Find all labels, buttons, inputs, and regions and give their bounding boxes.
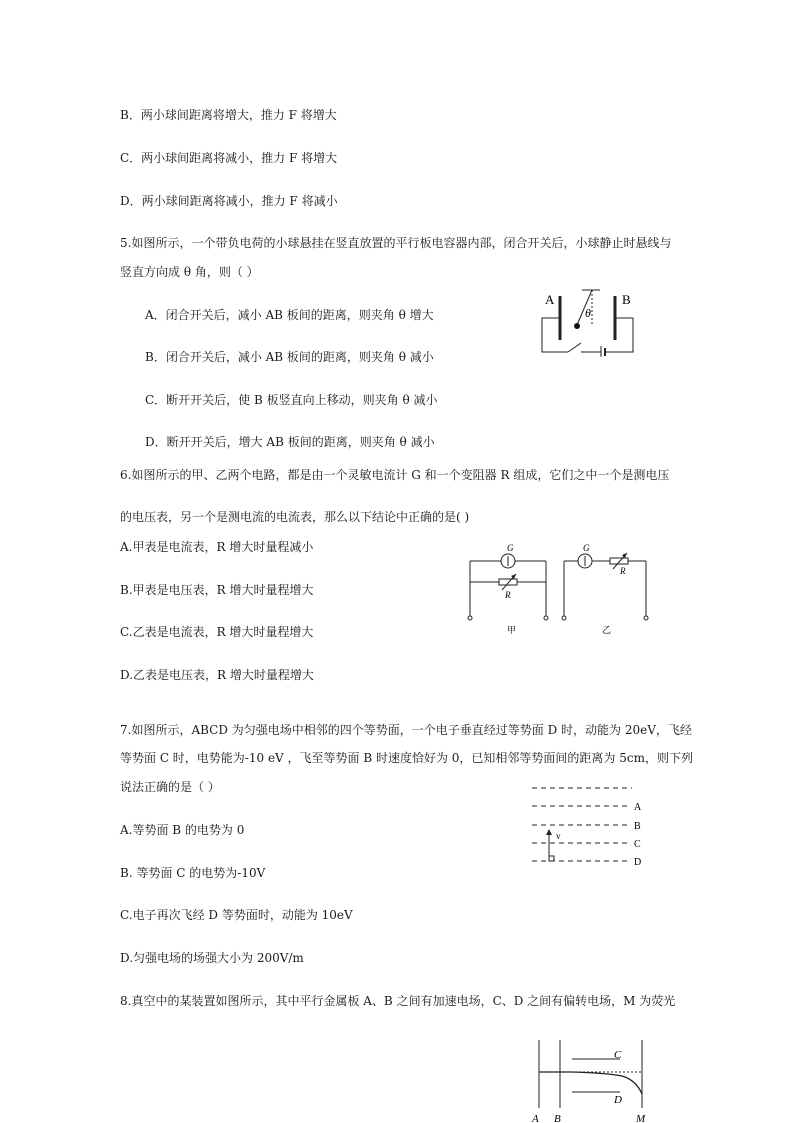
- q4-option-d: D．两小球间距离将减小，推力 F 将减小: [120, 194, 338, 208]
- q6-fig-caption-jia: 甲: [507, 625, 517, 635]
- q8-fig-label-a: A: [532, 1113, 539, 1123]
- q7-fig-label-b: B: [634, 821, 641, 832]
- q6-fig-terminal-1l: [468, 616, 472, 620]
- q8-fig-trajectory: [539, 1072, 642, 1094]
- q7-fig-label-d: D: [634, 857, 642, 868]
- q6-option-b: B.甲表是电压表，R 增大时量程增大: [120, 583, 314, 597]
- q6-fig-g2-label: G: [583, 543, 590, 553]
- q7-stem-line2: 等势面 C 时，电势能为-10 eV ，飞至等势面 B 时速度恰好为 0，已知相邻等势面间的距离为 5cm，则下列: [120, 751, 693, 765]
- q5-option-b: B．闭合开关后，减小 AB 板间的距离，则夹角 θ 减小: [145, 350, 434, 364]
- q4-option-b: B．两小球间距离将增大，推力 F 将增大: [120, 108, 337, 122]
- q6-stem-line2: 的电压表，另一个是测电流的电流表，那么以下结论中正确的是( ): [120, 510, 470, 524]
- q5-fig-right-wire: [605, 318, 633, 352]
- q7-option-c: C.电子再次飞经 D 等势面时，动能为 10eV: [120, 908, 353, 922]
- q7-fig-velocity-arrowhead: [546, 829, 552, 835]
- q7-stem-line1: 7.如图所示，ABCD 为匀强电场中相邻的四个等势面，一个电子垂直经过等势面 D 时，动能为 20eV，飞经: [120, 723, 692, 737]
- q6-option-c: C.乙表是电流表，R 增大时量程增大: [120, 625, 314, 639]
- q8-fig-label-d: D: [614, 1094, 622, 1106]
- q6-option-a: A.甲表是电流表，R 增大时量程减小: [120, 540, 314, 554]
- q6-fig-g1-label: G: [507, 543, 514, 553]
- q6-fig-r1-label: R: [505, 590, 511, 600]
- q5-capacitor-figure: [536, 282, 646, 357]
- q7-fig-velocity-label: v: [556, 831, 561, 841]
- q6-fig-rheostat-1: [499, 579, 517, 585]
- q8-fig-label-c: C: [614, 1049, 622, 1061]
- q7-stem-line3: 说法正确的是（ ）: [120, 780, 220, 794]
- q7-option-d: D.匀强电场的场强大小为 200V/m: [120, 951, 304, 965]
- q5-fig-ball: [574, 323, 580, 329]
- q8-device-figure: [526, 1036, 656, 1123]
- q6-stem-line1: 6.如图所示的甲、乙两个电路，都是由一个灵敏电流计 G 和一个变阻器 R 组成，它们之中一个是测电压: [120, 468, 670, 482]
- q5-fig-plate-b-label: B: [622, 292, 631, 307]
- q8-stem-line1: 8.真空中的某装置如图所示，其中平行金属板 A、B 之间有加速电场，C、D 之间有偏转电场，M 为荧光: [120, 994, 676, 1008]
- q7-fig-right-angle: [549, 856, 554, 861]
- q5-stem-line1: 5.如图所示，一个带负电荷的小球悬挂在竖直放置的平行板电容器内部，闭合开关后，小球静止时悬线与: [120, 236, 672, 250]
- q7-equipotential-figure: [528, 780, 648, 872]
- q6-fig-rheostat-2: [610, 558, 628, 564]
- q7-option-a: A.等势面 B 的电势为 0: [120, 823, 245, 837]
- q7-fig-label-a: A: [634, 802, 642, 813]
- q6-fig-terminal-2l: [562, 616, 566, 620]
- q6-fig-terminal-2r: [644, 616, 648, 620]
- q6-circuits-figure: [460, 540, 655, 640]
- q5-option-c: C．断开开关后，使 B 板竖直向上移动，则夹角 θ 减小: [145, 393, 438, 407]
- q7-fig-label-c: C: [634, 839, 641, 850]
- q8-fig-label-m: M: [636, 1113, 646, 1123]
- q6-fig-r2-label: R: [620, 566, 626, 576]
- q5-option-a: A．闭合开关后，减小 AB 板间的距离，则夹角 θ 增大: [145, 308, 434, 322]
- q6-option-d: D.乙表是电压表，R 增大时量程增大: [120, 668, 314, 682]
- q8-fig-label-b: B: [554, 1113, 561, 1123]
- q5-fig-left-wire: [542, 318, 568, 352]
- q5-stem-line2: 竖直方向成 θ 角，则（ ）: [120, 265, 259, 279]
- q6-fig-caption-yi: 乙: [602, 625, 612, 635]
- q5-fig-switch: [568, 343, 581, 352]
- q7-option-b: B. 等势面 C 的电势为-10V: [120, 866, 266, 880]
- q4-option-c: C．两小球间距离将减小，推力 F 将增大: [120, 151, 338, 165]
- q5-option-d: D．断开开关后，增大 AB 板间的距离，则夹角 θ 减小: [145, 435, 435, 449]
- q6-fig-terminal-1r: [544, 616, 548, 620]
- q5-fig-theta-label: θ: [585, 306, 591, 320]
- q5-fig-plate-a-label: A: [545, 292, 555, 307]
